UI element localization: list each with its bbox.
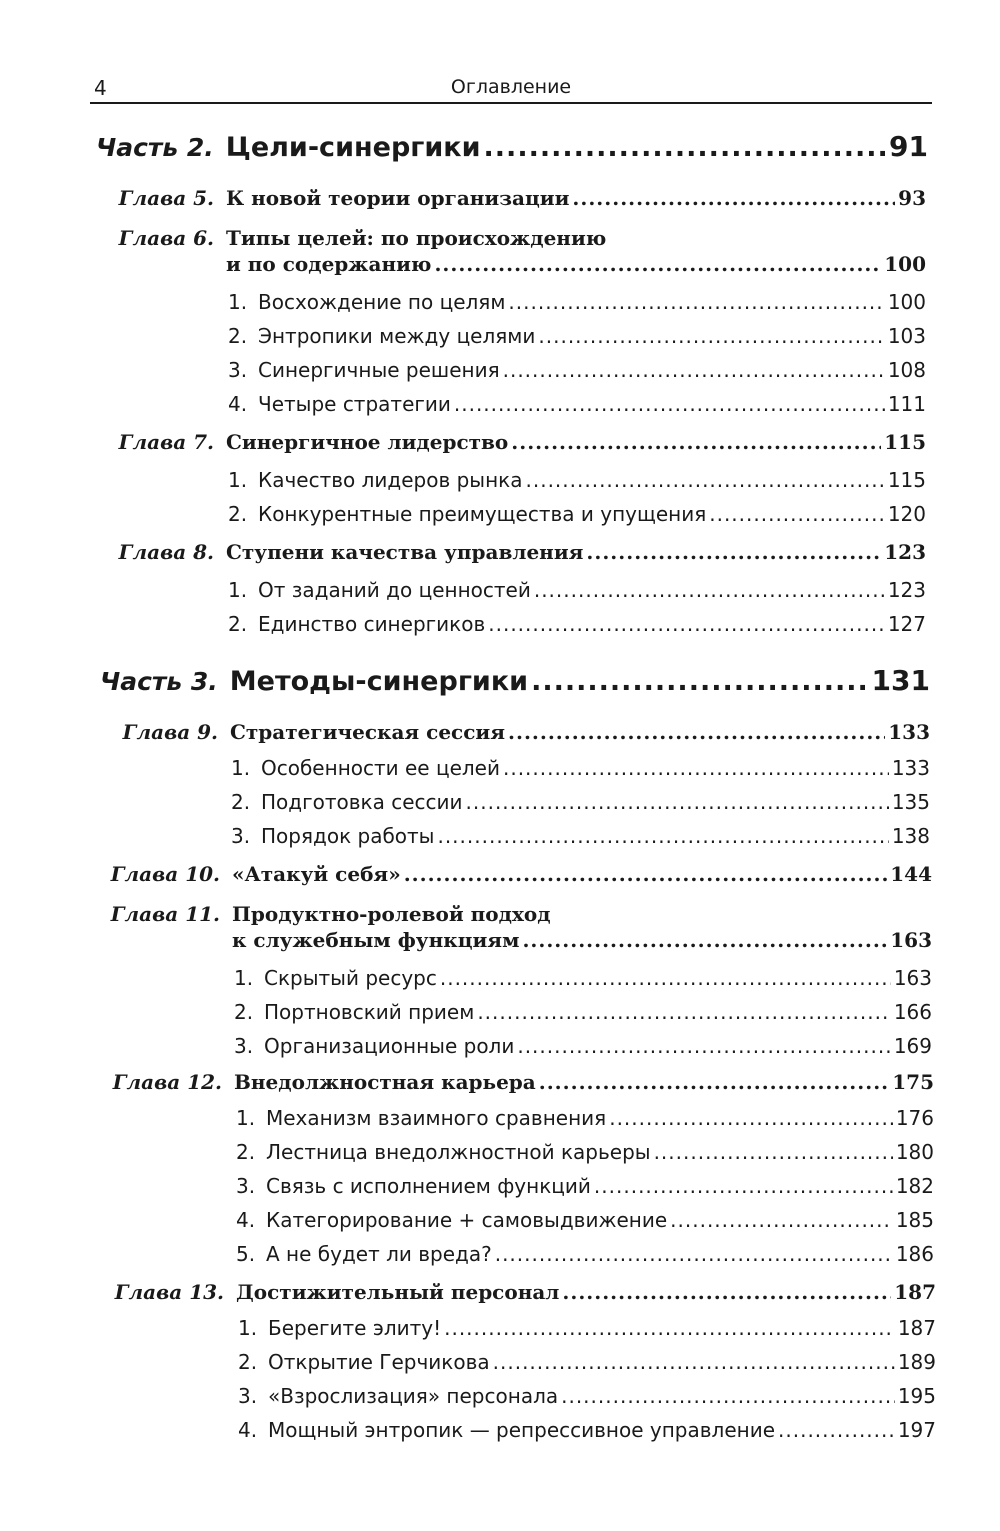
section-page: 189 [897, 1350, 936, 1374]
section-number: 1. [228, 290, 248, 314]
chapter-title: Ступени качества управления [226, 540, 584, 564]
section-page: 135 [891, 790, 930, 814]
leader-dots [440, 966, 891, 990]
leader-dots [511, 430, 881, 454]
toc-section[interactable] [231, 790, 930, 814]
toc-chapter[interactable] [112, 1070, 934, 1094]
toc-section[interactable] [238, 1418, 936, 1442]
leader-dots [495, 1242, 893, 1266]
toc-part-3[interactable] [100, 664, 930, 697]
section-title: «Взрослизация» персонала [268, 1384, 559, 1408]
section-title: Синергичные решения [258, 358, 500, 382]
leader-dots [444, 1316, 895, 1340]
leader-dots [477, 1000, 891, 1024]
section-title: Механизм взаимного сравнения [266, 1106, 607, 1130]
leader-dots [508, 720, 885, 744]
section-title: Единство синергиков [258, 612, 486, 636]
chapter-title: «Атакуй себя» [232, 862, 401, 886]
toc-section[interactable] [236, 1174, 934, 1198]
section-number: 2. [236, 1140, 256, 1164]
toc-section[interactable] [228, 612, 926, 636]
toc-chapter-continuation[interactable] [232, 928, 932, 952]
section-page: 111 [887, 392, 926, 416]
section-number: 2. [231, 790, 251, 814]
chapter-page: 163 [890, 928, 932, 952]
part-prefix: Часть 2. [96, 133, 214, 162]
section-number: 4. [238, 1418, 258, 1442]
toc-chapter[interactable] [118, 720, 930, 744]
chapter-title: Стратегическая сессия [230, 720, 506, 744]
toc-chapter-continuation[interactable] [226, 252, 926, 276]
section-title: Восхождение по целям [258, 290, 506, 314]
leader-dots [531, 666, 868, 697]
part-page: 131 [871, 664, 930, 697]
toc-section[interactable] [236, 1140, 934, 1164]
section-number: 3. [231, 824, 251, 848]
chapter-prefix: Глава 8. [118, 540, 214, 564]
chapter-title-line-2: к служебным функциям [232, 928, 520, 952]
toc-section[interactable] [228, 502, 926, 526]
section-title: Открытие Герчикова [268, 1350, 490, 1374]
leader-dots [709, 502, 885, 526]
section-title: Лестница внедолжностной карьеры [266, 1140, 651, 1164]
toc-chapter[interactable] [118, 430, 926, 454]
leader-dots [670, 1208, 893, 1232]
chapter-page: 123 [884, 540, 926, 564]
chapter-title: К новой теории организации [226, 186, 570, 210]
chapter-page: 175 [892, 1070, 934, 1094]
chapter-title-line-2: и по содержанию [226, 252, 432, 276]
section-page: 100 [887, 290, 926, 314]
section-page: 120 [887, 502, 926, 526]
section-title: Четыре стратегии [258, 392, 451, 416]
section-number: 4. [228, 392, 248, 416]
leader-dots [534, 578, 885, 602]
leader-dots [522, 928, 887, 952]
toc-section[interactable] [228, 578, 926, 602]
section-title: Порядок работы [261, 824, 435, 848]
toc-section[interactable] [238, 1384, 936, 1408]
chapter-page: 93 [898, 186, 926, 210]
section-page: 133 [891, 756, 930, 780]
section-number: 5. [236, 1242, 256, 1266]
section-number: 1. [236, 1106, 256, 1130]
section-title: А не будет ли вреда? [266, 1242, 492, 1266]
section-page: 103 [887, 324, 926, 348]
toc-chapter[interactable] [118, 186, 926, 210]
leader-dots [503, 756, 889, 780]
section-number: 3. [234, 1034, 254, 1058]
section-number: 4. [236, 1208, 256, 1232]
section-number: 1. [234, 966, 254, 990]
toc-section[interactable] [228, 358, 926, 382]
leader-dots [526, 468, 885, 492]
leader-dots [434, 252, 881, 276]
section-page: 197 [897, 1418, 936, 1442]
chapter-prefix: Глава 11. [110, 902, 220, 926]
part-page: 91 [889, 130, 928, 163]
section-title: От заданий до ценностей [258, 578, 531, 602]
section-title: Портновский прием [264, 1000, 475, 1024]
toc-section[interactable] [228, 392, 926, 416]
leader-dots [493, 1350, 895, 1374]
section-page: 182 [895, 1174, 934, 1198]
chapter-title: Достижительный персонал [236, 1280, 560, 1304]
section-page: 127 [887, 612, 926, 636]
toc-section[interactable] [238, 1350, 936, 1374]
section-number: 1. [228, 578, 248, 602]
section-page: 108 [887, 358, 926, 382]
section-title: Связь с исполнением функций [266, 1174, 591, 1198]
chapter-page: 144 [890, 862, 932, 886]
section-page: 169 [893, 1034, 932, 1058]
chapter-page: 115 [884, 430, 926, 454]
toc-chapter[interactable] [110, 902, 932, 926]
section-page: 185 [895, 1208, 934, 1232]
leader-dots [437, 824, 888, 848]
toc-chapter[interactable] [118, 540, 926, 564]
section-number: 1. [231, 756, 251, 780]
chapter-prefix: Глава 12. [112, 1070, 222, 1094]
chapter-title-line-1: Типы целей: по происхождению [226, 226, 607, 250]
section-number: 2. [238, 1350, 258, 1374]
chapter-prefix: Глава 5. [118, 186, 214, 210]
section-page: 166 [893, 1000, 932, 1024]
leader-dots [517, 1034, 890, 1058]
leader-dots [538, 324, 884, 348]
section-title: Организационные роли [264, 1034, 515, 1058]
leader-dots [404, 862, 888, 886]
toc-section[interactable] [236, 1208, 934, 1232]
section-page: 123 [887, 578, 926, 602]
section-page: 187 [897, 1316, 936, 1340]
page-number: 4 [94, 76, 107, 100]
section-number: 1. [228, 468, 248, 492]
section-page: 163 [893, 966, 932, 990]
leader-dots [484, 132, 886, 163]
section-title: Категорирование + самовыдвижение [266, 1208, 668, 1232]
leader-dots [561, 1384, 895, 1408]
section-number: 2. [228, 612, 248, 636]
running-title: Оглавление [450, 76, 572, 98]
section-page: 180 [895, 1140, 934, 1164]
section-title: Особенности ее целей [261, 756, 500, 780]
chapter-page: 187 [894, 1280, 936, 1304]
chapter-title: Синергичное лидерство [226, 430, 509, 454]
chapter-title-line-1: Продуктно-ролевой подход [232, 902, 551, 926]
chapter-page: 100 [884, 252, 926, 276]
chapter-prefix: Глава 6. [118, 226, 214, 250]
section-number: 1. [238, 1316, 258, 1340]
section-page: 195 [897, 1384, 936, 1408]
part-prefix: Часть 3. [100, 667, 218, 696]
part-title: Методы-синергики [229, 666, 529, 697]
toc-section[interactable] [228, 468, 926, 492]
toc-chapter[interactable] [114, 1280, 936, 1304]
leader-dots [488, 612, 885, 636]
leader-dots [778, 1418, 895, 1442]
leader-dots [594, 1174, 893, 1198]
chapter-page: 133 [888, 720, 930, 744]
toc-section[interactable] [236, 1242, 934, 1266]
section-title: Мощный энтропик — репрессивное управление [268, 1418, 776, 1442]
toc-chapter[interactable] [118, 226, 926, 250]
leader-dots [539, 1070, 890, 1094]
chapter-prefix: Глава 7. [118, 430, 214, 454]
section-title: Качество лидеров рынка [258, 468, 523, 492]
toc-section[interactable] [228, 324, 926, 348]
section-title: Подготовка сессии [261, 790, 463, 814]
chapter-prefix: Глава 13. [114, 1280, 224, 1304]
leader-dots [466, 790, 889, 814]
toc-section[interactable] [234, 1034, 932, 1058]
leader-dots [586, 540, 881, 564]
leader-dots [508, 290, 884, 314]
chapter-title: Внедолжностная карьера [234, 1070, 536, 1094]
part-title: Цели-синергики [225, 132, 481, 163]
section-number: 2. [234, 1000, 254, 1024]
toc-section[interactable] [231, 824, 930, 848]
toc-section[interactable] [231, 756, 930, 780]
toc-chapter[interactable] [110, 862, 932, 886]
section-title: Берегите элиту! [268, 1316, 442, 1340]
toc-section[interactable] [234, 1000, 932, 1024]
section-page: 176 [895, 1106, 934, 1130]
section-page: 186 [895, 1242, 934, 1266]
section-title: Скрытый ресурс [264, 966, 437, 990]
section-page: 138 [891, 824, 930, 848]
toc-part-2[interactable] [96, 130, 928, 163]
section-number: 2. [228, 324, 248, 348]
leader-dots [454, 392, 885, 416]
section-page: 115 [887, 468, 926, 492]
leader-dots [572, 186, 895, 210]
section-number: 3. [236, 1174, 256, 1198]
leader-dots [562, 1280, 891, 1304]
leader-dots [654, 1140, 893, 1164]
leader-dots [503, 358, 885, 382]
toc-section[interactable] [238, 1316, 936, 1340]
section-number: 3. [228, 358, 248, 382]
section-title: Энтропики между целями [258, 324, 536, 348]
section-number: 2. [228, 502, 248, 526]
toc-section[interactable] [236, 1106, 934, 1130]
toc-section[interactable] [234, 966, 932, 990]
toc-section[interactable] [228, 290, 926, 314]
chapter-prefix: Глава 9. [122, 720, 218, 744]
chapter-prefix: Глава 10. [110, 862, 220, 886]
section-title: Конкурентные преимущества и упущения [258, 502, 707, 526]
leader-dots [609, 1106, 893, 1130]
section-number: 3. [238, 1384, 258, 1408]
